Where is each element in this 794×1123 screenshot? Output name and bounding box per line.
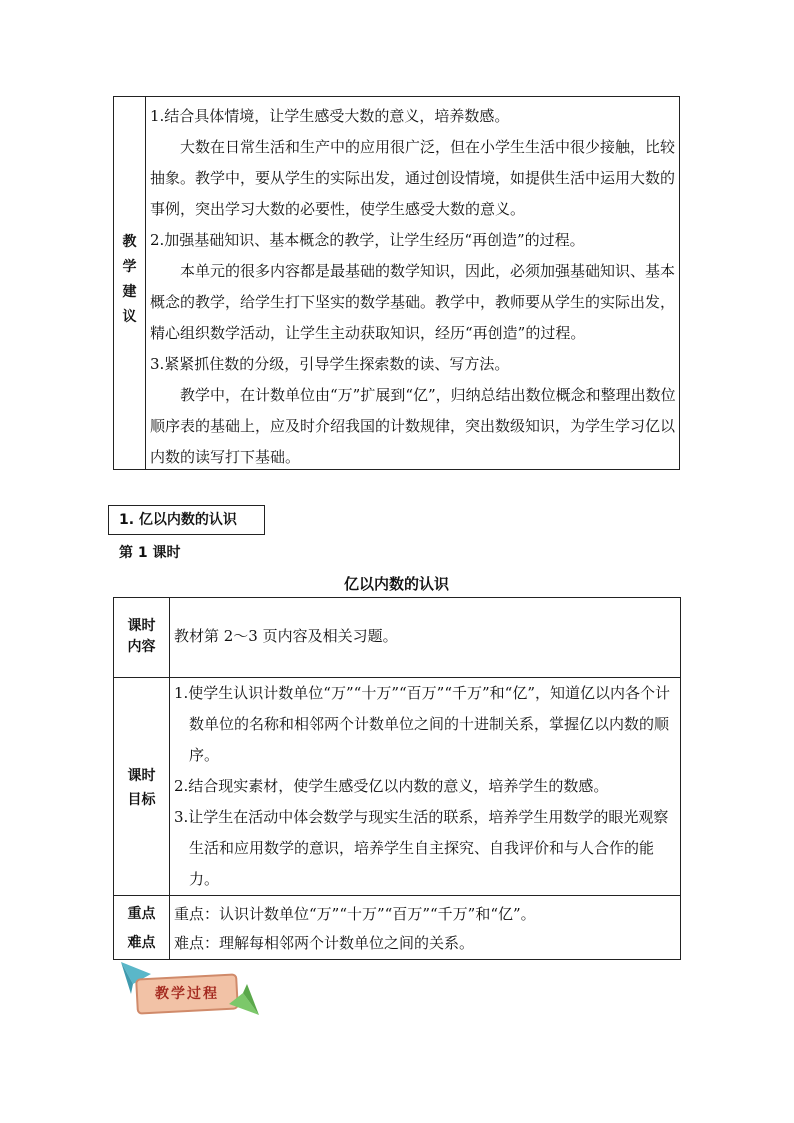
key-points-row (114, 896, 680, 959)
content-row (114, 598, 680, 678)
content-label-line-2: 内容 (127, 639, 156, 655)
teaching-process-label: 教学过程 (155, 986, 219, 1002)
advice-point-3: 3.紧紧抓住数的分级，引导学生探索数的读、写方法。 (150, 355, 510, 373)
lesson-title: 亿以内数的认识 (343, 575, 449, 593)
section-header: 1. 亿以内数的认识 (108, 505, 265, 535)
advice-paragraph-1: 大数在日常生活和生产中的应用很广泛，但在小学生生活中很少接触，比较抽象。教学中，要从学生的实际出发，通过创设情境，如提供生活中运用大数的事例，突出学习大数的必要性，使学生感受大数的意义。 (150, 138, 676, 218)
lesson-label: 第 1 课时 (119, 545, 181, 561)
teaching-advice-table (113, 96, 680, 470)
goals-label (114, 678, 170, 895)
key-points-label-line-1: 重点 (127, 906, 156, 922)
label-char: 建 (122, 284, 137, 300)
teaching-advice-text (150, 101, 678, 473)
label-char: 议 (122, 309, 137, 325)
goals-text (174, 678, 676, 895)
goal-item-3: 3.让学生在活动中体会数学与现实生活的联系，培养学生用数学的眼光观察生活和应用数学的意识，培养学生自主探究、自我评价和与人合作的能力。 (174, 808, 669, 888)
label-char: 学 (122, 259, 137, 275)
goals-label-line-2: 目标 (127, 792, 156, 808)
content-label (114, 598, 170, 677)
advice-point-1: 1.结合具体情境，让学生感受大数的意义，培养数感。 (150, 107, 510, 125)
advice-point-2: 2.加强基础知识、基本概念的教学，让学生经历“再创造”的过程。 (150, 231, 585, 249)
key-points-text (174, 900, 536, 958)
key-point: 重点：认识计数单位“万”“十万”“百万”“千万”和“亿”。 (174, 905, 536, 923)
teaching-advice-label (114, 230, 145, 330)
teaching-advice-label-cell (114, 97, 146, 469)
key-points-label (114, 896, 170, 959)
label-char: 教 (122, 234, 137, 250)
difficult-point: 难点：理解每相邻两个计数单位之间的关系。 (174, 934, 475, 952)
advice-paragraph-2: 本单元的很多内容都是最基础的数学知识，因此，必须加强基础知识、基本概念的教学，给学生打下坚实的数学基础。教学中，教师要从学生的实际出发，精心组织数学活动，让学生主动获取知识，经历“再创造”的过程。 (150, 262, 676, 342)
lesson-table (113, 597, 681, 960)
advice-paragraph-3: 教学中，在计数单位由“万”扩展到“亿”，归纳总结出数位概念和整理出数位顺序表的基础上，应及时介绍我国的计数规律，突出数级知识，为学生学习亿以内数的读写打下基础。 (150, 386, 676, 466)
goal-item-2: 2.结合现实素材，使学生感受亿以内数的意义，培养学生的数感。 (174, 777, 609, 795)
key-points-label-line-2: 难点 (127, 935, 156, 951)
goal-item-1: 1.使学生认识计数单位“万”“十万”“百万”“千万”和“亿”，知道亿以内各个计数单位的名称和相邻两个计数单位之间的十进制关系，掌握亿以内数的顺序。 (174, 684, 670, 764)
content-label-line-1: 课时 (127, 618, 156, 634)
goals-row (114, 678, 680, 896)
goals-label-line-1: 课时 (127, 768, 156, 784)
content-text: 教材第 2～3 页内容及相关习题。 (174, 627, 398, 645)
